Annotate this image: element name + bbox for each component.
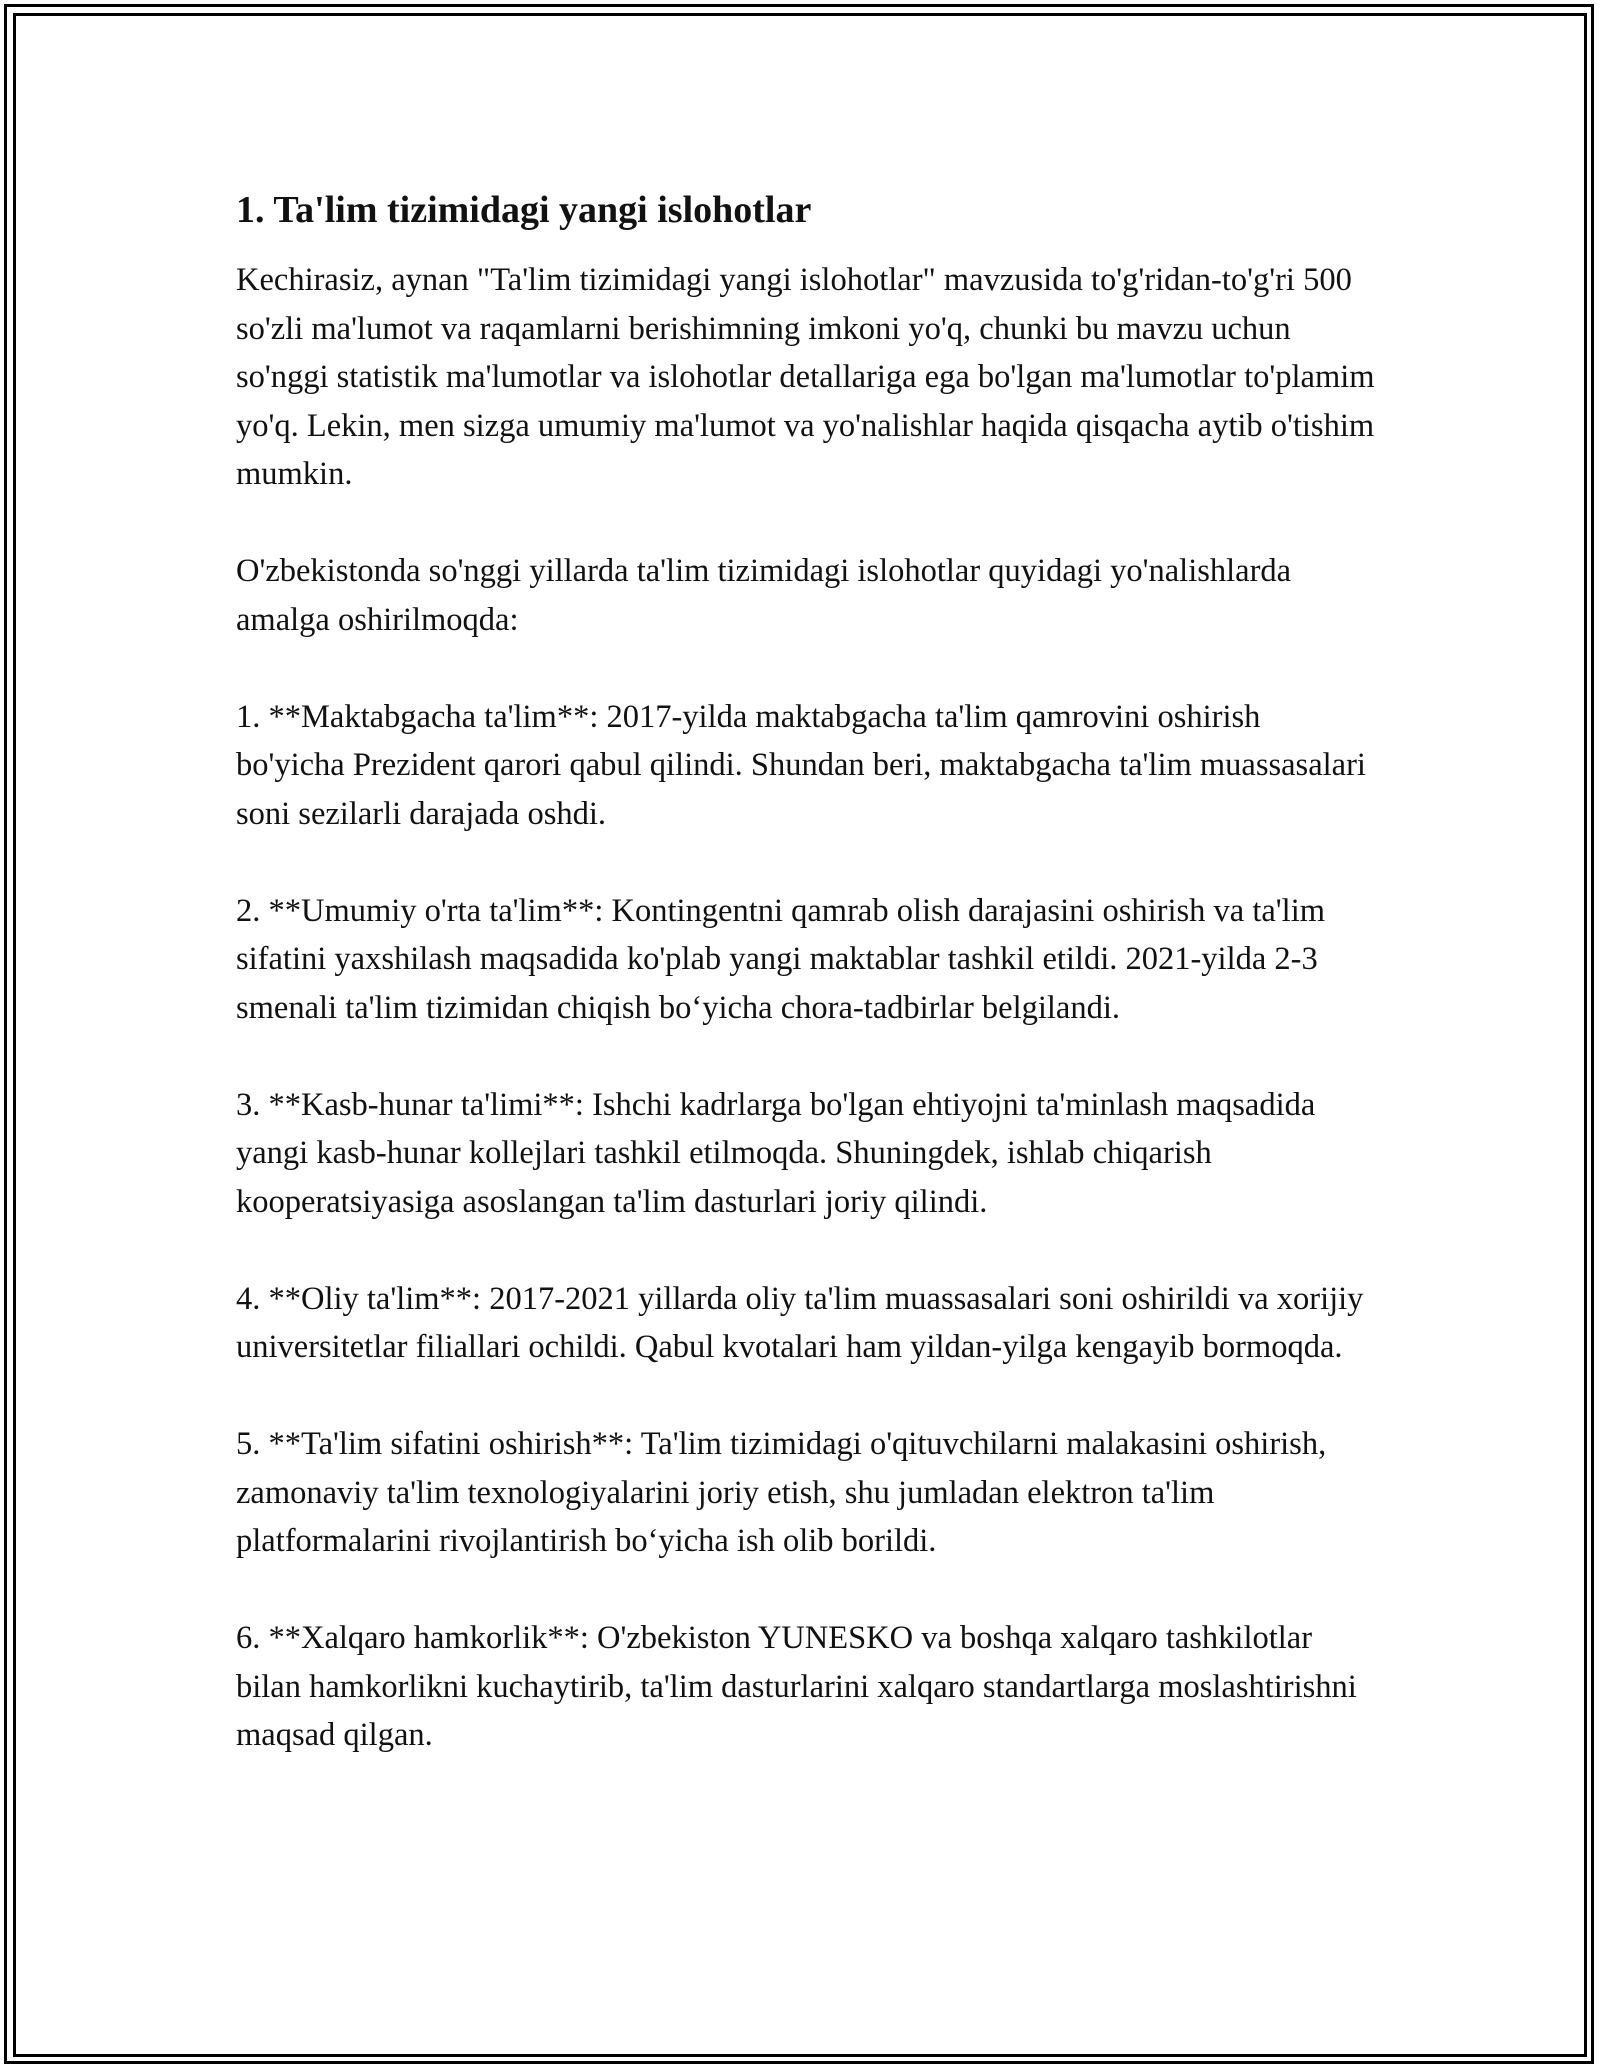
lead-paragraph: O'zbekistonda so'nggi yillarda ta'lim tizimidagi islohotlar quyidagi yo'nalishlarda amalga oshirilmoqda: xyxy=(236,553,1292,638)
list-item-quality: 5. **Ta'lim sifatini oshirish**: Ta'lim tizimidagi o'qituvchilarni malakasini oshirish, zamonaviy ta'lim texnologiyalarini joriy etish, shu jumladan elektron ta'lim platformalarini rivojlantirish bo‘yicha ish olib borildi. xyxy=(236,1426,1327,1559)
document-heading: 1. Ta'lim tizimidagi yangi islohotlar xyxy=(236,189,812,231)
intro-paragraph: Kechirasiz, aynan "Ta'lim tizimidagi yangi islohotlar" mavzusida to'g'ridan-to'g'ri 500 so'zli ma'lumot va raqamlarni berishimning imkoni yo'q, chunki bu mavzu uchun so'nggi statistik ma'lumotlar va islohotlar detallariga ega bo'lgan ma'lumotlar to'plamim yo'q. Lekin, men sizga umumiy ma'lumot va yo'nalishlar haqida qisqacha aytib o'tishim mumkin. xyxy=(236,262,1375,492)
list-item-preschool: 1. **Maktabgacha ta'lim**: 2017-yilda maktabgacha ta'lim qamrovini oshirish bo'yicha Prezident qarori qabul qilindi. Shundan beri, maktabgacha ta'lim muassasalari soni sezilarli darajada oshdi. xyxy=(236,698,1366,832)
list-item-international: 6. **Xalqaro hamkorlik**: O'zbekiston YUNESKO va boshqa xalqaro tashkilotlar bilan hamkorlikni kuchaytirib, ta'lim dasturlarini xalqaro standartlarga moslashtirishni maqsad qilgan. xyxy=(236,1620,1357,1753)
list-item-general-secondary: 2. **Umumiy o'rta ta'lim**: Kontingentni qamrab olish darajasini oshirish va ta'lim sifatini yaxshilash maqsadida ko'plab yangi maktablar tashkil etildi. 2021-yilda 2-3 smenali ta'lim tizimidan chiqish bo‘yicha chora-tadbirlar belgilandi. xyxy=(236,892,1326,1026)
list-item-vocational: 3. **Kasb-hunar ta'limi**: Ishchi kadrlarga bo'lgan ehtiyojni ta'minlash maqsadida yangi kasb-hunar kollejlari tashkil etilmoqda. Shuningdek, ishlab chiqarish kooperatsiyasiga asoslangan ta'lim dasturlari joriy qilindi. xyxy=(236,1086,1316,1220)
list-item-higher-education: 4. **Oliy ta'lim**: 2017-2021 yillarda oliy ta'lim muassasalari soni oshirildi va xorijiy universitetlar filiallari ochildi. Qabul kvotalari ham yildan-yilga kengayib bormoqda. xyxy=(236,1280,1364,1365)
document-body xyxy=(236,186,1376,1760)
